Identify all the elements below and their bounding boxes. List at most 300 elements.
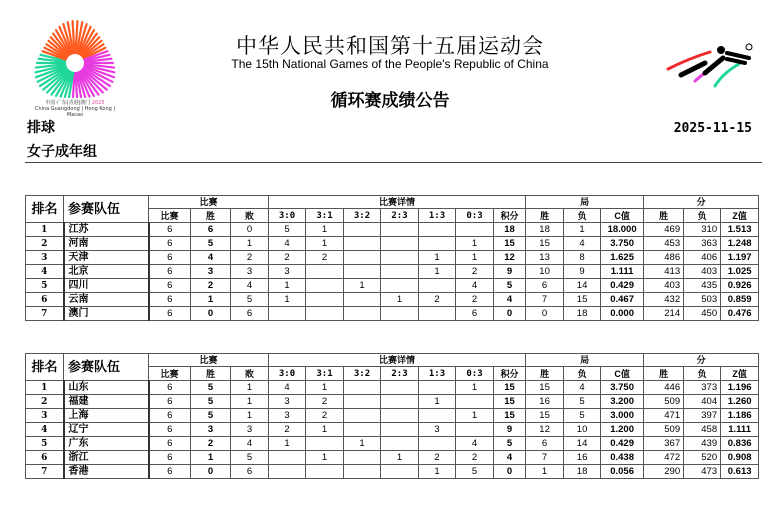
cell-won: 4 [191,251,231,265]
table-row [26,265,759,279]
col-matches-1: 胜 [191,367,231,381]
cell-s30 [269,307,306,321]
col-points-2: Z值 [721,367,759,381]
cell-s31 [306,279,344,293]
cell-z: 1.513 [721,223,759,237]
group-label: 女子成年组 [27,144,97,160]
cell-won: 2 [191,437,231,451]
cell-s13: 1 [419,251,456,265]
cell-s13 [419,307,456,321]
cell-s03: 1 [456,251,494,265]
cell-c: 1.625 [601,251,644,265]
col-detail-1: 3:1 [306,209,344,223]
cell-c: 3.200 [601,395,644,409]
cell-c: 0.438 [601,451,644,465]
table-row [26,293,759,307]
cell-s31 [306,465,344,479]
cell-played: 6 [149,279,191,293]
col-detail-4: 1:3 [419,367,456,381]
cell-sl: 5 [564,395,601,409]
cell-pw: 403 [644,279,684,293]
cell-s23 [381,307,419,321]
cell-rank: 7 [26,307,64,321]
cell-pl: 310 [684,223,721,237]
col-points-2: Z值 [721,209,759,223]
cell-rank: 6 [26,293,64,307]
cell-s30: 3 [269,395,306,409]
logo-caption-cn: 中国·广东|香港|澳门 [45,100,91,106]
logo-caption-en: China Guangdong | Hong Kong | Macao [34,106,116,118]
header-divider [25,162,762,163]
cell-lost: 1 [231,409,269,423]
cell-lost: 4 [231,279,269,293]
cell-sw: 16 [526,395,564,409]
col-group-points: 分 [644,196,759,209]
cell-sl: 10 [564,423,601,437]
cell-s13 [419,409,456,423]
col-detail-0: 3:0 [269,209,306,223]
cell-c: 0.429 [601,279,644,293]
cell-played: 6 [149,381,191,395]
col-group-matches: 比赛 [149,354,269,367]
cell-s31: 1 [306,237,344,251]
col-sets-0: 胜 [526,209,564,223]
cell-sw: 18 [526,223,564,237]
cell-c: 0.000 [601,307,644,321]
col-detail-3: 2:3 [381,367,419,381]
cell-team: 福建 [64,395,149,409]
cell-sw: 1 [526,465,564,479]
cell-team: 香港 [64,465,149,479]
cell-s03: 2 [456,265,494,279]
col-sets-0: 胜 [526,367,564,381]
cell-s23: 1 [381,293,419,307]
cell-s03: 6 [456,307,494,321]
cell-pts: 15 [494,395,526,409]
cell-s30: 1 [269,293,306,307]
table-row [26,465,759,479]
cell-s31: 1 [306,451,344,465]
table-row [26,251,759,265]
cell-s03: 4 [456,437,494,451]
cell-pw: 432 [644,293,684,307]
cell-c: 0.467 [601,293,644,307]
cell-rank: 4 [26,423,64,437]
table-row [26,381,759,395]
cell-played: 6 [149,293,191,307]
col-group-details: 比赛详情 [269,196,526,209]
cell-lost: 0 [231,223,269,237]
cell-s31: 1 [306,223,344,237]
cell-c: 3.750 [601,237,644,251]
cell-team: 北京 [64,265,149,279]
cell-s13: 2 [419,293,456,307]
cell-s30: 1 [269,279,306,293]
cell-pts: 9 [494,423,526,437]
cell-c: 1.111 [601,265,644,279]
cell-sw: 12 [526,423,564,437]
cell-pts: 15 [494,237,526,251]
cell-s03 [456,223,494,237]
cell-s03: 2 [456,451,494,465]
cell-z: 1.111 [721,423,759,437]
cell-pts: 18 [494,223,526,237]
cell-lost: 5 [231,451,269,465]
cell-z: 0.859 [721,293,759,307]
cell-s13: 1 [419,265,456,279]
cell-sw: 15 [526,409,564,423]
cell-won: 0 [191,307,231,321]
cell-sl: 5 [564,409,601,423]
table-row [26,451,759,465]
col-rank: 排名 [26,354,64,381]
cell-s03: 1 [456,237,494,251]
cell-lost: 1 [231,237,269,251]
cell-won: 3 [191,423,231,437]
cell-pw: 214 [644,307,684,321]
cell-s31: 1 [306,423,344,437]
cell-s23: 1 [381,451,419,465]
cell-sl: 4 [564,381,601,395]
cell-sw: 15 [526,381,564,395]
cell-s13: 2 [419,451,456,465]
cell-pl: 473 [684,465,721,479]
cell-lost: 1 [231,381,269,395]
col-sets-1: 负 [564,367,601,381]
cell-s23 [381,381,419,395]
cell-s23 [381,223,419,237]
cell-team: 辽宁 [64,423,149,437]
cell-pl: 406 [684,251,721,265]
cell-s13: 1 [419,465,456,479]
cell-s23 [381,265,419,279]
cell-sl: 14 [564,437,601,451]
cell-s31: 2 [306,409,344,423]
cell-z: 1.248 [721,237,759,251]
cell-team: 山东 [64,381,149,395]
cell-s30: 5 [269,223,306,237]
cell-s31 [306,307,344,321]
col-group-points: 分 [644,354,759,367]
cell-sl: 4 [564,237,601,251]
cell-s03 [456,423,494,437]
table-header [26,354,759,381]
col-matches-1: 胜 [191,209,231,223]
cell-sl: 9 [564,265,601,279]
cell-s30: 4 [269,237,306,251]
cell-s32 [344,381,381,395]
cell-z: 1.025 [721,265,759,279]
cell-rank: 3 [26,251,64,265]
cell-s32 [344,251,381,265]
col-points-1: 负 [684,209,721,223]
cell-z: 1.260 [721,395,759,409]
cell-sw: 0 [526,307,564,321]
col-sets-1: 负 [564,209,601,223]
table-body [26,381,759,479]
cell-z: 0.908 [721,451,759,465]
cell-team: 广东 [64,437,149,451]
cell-pl: 403 [684,265,721,279]
cell-sw: 7 [526,293,564,307]
col-matches-0: 比赛 [149,367,191,381]
col-matches-2: 败 [231,209,269,223]
cell-played: 6 [149,437,191,451]
cell-pw: 446 [644,381,684,395]
col-team: 参赛队伍 [64,196,149,223]
cell-s32 [344,395,381,409]
volleyball-pictogram-icon [665,38,765,88]
cell-team: 江苏 [64,223,149,237]
cell-won: 5 [191,409,231,423]
col-matches-2: 败 [231,367,269,381]
table-row [26,395,759,409]
cell-pl: 373 [684,381,721,395]
cell-s03: 1 [456,409,494,423]
cell-lost: 6 [231,307,269,321]
cell-pts: 0 [494,307,526,321]
cell-c: 0.429 [601,437,644,451]
cell-s32 [344,423,381,437]
cell-z: 1.197 [721,251,759,265]
cell-s32 [344,293,381,307]
cell-s23 [381,437,419,451]
col-sets-2: C值 [601,367,644,381]
cell-pw: 486 [644,251,684,265]
cell-lost: 4 [231,437,269,451]
cell-played: 6 [149,451,191,465]
cell-pts: 4 [494,451,526,465]
cell-z: 1.196 [721,381,759,395]
results-table-1 [25,195,759,321]
cell-team: 上海 [64,409,149,423]
cell-pts: 15 [494,409,526,423]
col-group-details: 比赛详情 [269,354,526,367]
cell-pl: 363 [684,237,721,251]
cell-s23 [381,409,419,423]
cell-s13 [419,279,456,293]
cell-s32 [344,307,381,321]
cell-rank: 4 [26,265,64,279]
cell-c: 18.000 [601,223,644,237]
cell-z: 0.613 [721,465,759,479]
cell-s32: 1 [344,437,381,451]
report-title: 循环赛成绩公告 [330,91,450,111]
cell-pl: 435 [684,279,721,293]
cell-sw: 10 [526,265,564,279]
col-matches-0: 比赛 [149,209,191,223]
col-detail-1: 3:1 [306,367,344,381]
table-row [26,423,759,437]
cell-rank: 5 [26,279,64,293]
cell-sl: 18 [564,307,601,321]
page-title: 中华人民共和国第十五届运动会 [236,34,544,58]
col-detail-4: 1:3 [419,209,456,223]
col-detail-5: 0:3 [456,367,494,381]
col-points-0: 胜 [644,367,684,381]
cell-played: 6 [149,251,191,265]
cell-sl: 1 [564,223,601,237]
table-row [26,437,759,451]
cell-rank: 2 [26,237,64,251]
col-detail-2: 3:2 [344,367,381,381]
cell-pw: 290 [644,465,684,479]
cell-s30: 2 [269,251,306,265]
cell-s03: 1 [456,381,494,395]
cell-s13 [419,437,456,451]
cell-s31 [306,293,344,307]
cell-pw: 367 [644,437,684,451]
col-rank: 排名 [26,196,64,223]
cell-s30: 3 [269,409,306,423]
table-row [26,279,759,293]
cell-s30: 4 [269,381,306,395]
cell-s13: 1 [419,395,456,409]
cell-pw: 453 [644,237,684,251]
cell-pl: 397 [684,409,721,423]
cell-s23 [381,423,419,437]
cell-won: 5 [191,381,231,395]
cell-s30 [269,451,306,465]
cell-pl: 439 [684,437,721,451]
cell-lost: 3 [231,423,269,437]
cell-sw: 7 [526,451,564,465]
cell-s32 [344,265,381,279]
cell-pl: 503 [684,293,721,307]
cell-rank: 5 [26,437,64,451]
cell-pw: 509 [644,395,684,409]
col-team: 参赛队伍 [64,354,149,381]
cell-team: 河南 [64,237,149,251]
cell-won: 1 [191,293,231,307]
cell-pts: 12 [494,251,526,265]
cell-won: 5 [191,395,231,409]
cell-sw: 6 [526,437,564,451]
cell-s32: 1 [344,279,381,293]
cell-rank: 2 [26,395,64,409]
cell-rank: 3 [26,409,64,423]
cell-played: 6 [149,237,191,251]
cell-s23 [381,251,419,265]
cell-lost: 6 [231,465,269,479]
cell-pl: 520 [684,451,721,465]
cell-pts: 5 [494,279,526,293]
results-table-2 [25,353,759,479]
cell-pw: 472 [644,451,684,465]
table-row [26,237,759,251]
cell-c: 3.750 [601,381,644,395]
cell-played: 6 [149,465,191,479]
col-detail-3: 2:3 [381,209,419,223]
col-points-1: 负 [684,367,721,381]
table-row [26,223,759,237]
cell-pts: 0 [494,465,526,479]
cell-rank: 7 [26,465,64,479]
cell-pts: 4 [494,293,526,307]
cell-lost: 3 [231,265,269,279]
cell-s03: 2 [456,293,494,307]
cell-sw: 13 [526,251,564,265]
col-detail-2: 3:2 [344,209,381,223]
cell-sl: 8 [564,251,601,265]
col-detail-5: 0:3 [456,209,494,223]
cell-pw: 469 [644,223,684,237]
cell-c: 3.000 [601,409,644,423]
cell-s23 [381,395,419,409]
col-group-sets: 局 [526,196,644,209]
cell-won: 1 [191,451,231,465]
cell-pts: 15 [494,381,526,395]
cell-sl: 15 [564,293,601,307]
cell-team: 四川 [64,279,149,293]
col-detail-0: 3:0 [269,367,306,381]
cell-pts: 9 [494,265,526,279]
cell-pl: 450 [684,307,721,321]
cell-team: 浙江 [64,451,149,465]
cell-s30: 3 [269,265,306,279]
cell-s31: 2 [306,251,344,265]
cell-s32 [344,465,381,479]
cell-pw: 471 [644,409,684,423]
cell-team: 澳门 [64,307,149,321]
cell-s23 [381,465,419,479]
cell-s03: 4 [456,279,494,293]
cell-sl: 18 [564,465,601,479]
cell-sw: 6 [526,279,564,293]
col-detail-6: 积分 [494,367,526,381]
cell-z: 1.186 [721,409,759,423]
cell-won: 6 [191,223,231,237]
report-date: 2025-11-15 [673,121,752,136]
cell-s32 [344,451,381,465]
table-header [26,196,759,223]
cell-played: 6 [149,223,191,237]
col-group-sets: 局 [526,354,644,367]
cell-played: 6 [149,265,191,279]
cell-lost: 2 [231,251,269,265]
cell-rank: 1 [26,381,64,395]
cell-s32 [344,237,381,251]
table-body [26,223,759,321]
cell-sl: 16 [564,451,601,465]
cell-played: 6 [149,395,191,409]
cell-s13 [419,237,456,251]
cell-played: 6 [149,423,191,437]
table-row [26,307,759,321]
logo-caption-year: 2025 [91,100,105,106]
col-detail-6: 积分 [494,209,526,223]
cell-s23 [381,279,419,293]
cell-s31 [306,265,344,279]
cell-won: 0 [191,465,231,479]
cell-c: 0.056 [601,465,644,479]
cell-s30: 1 [269,437,306,451]
cell-pts: 5 [494,437,526,451]
cell-pw: 413 [644,265,684,279]
cell-sl: 14 [564,279,601,293]
cell-s32 [344,223,381,237]
cell-rank: 6 [26,451,64,465]
cell-sw: 15 [526,237,564,251]
cell-s03 [456,395,494,409]
cell-lost: 5 [231,293,269,307]
cell-rank: 1 [26,223,64,237]
page-title-en: The 15th National Games of the People's Republic of China [231,57,549,71]
cell-s31 [306,437,344,451]
cell-won: 3 [191,265,231,279]
cell-s30 [269,465,306,479]
cell-pl: 404 [684,395,721,409]
